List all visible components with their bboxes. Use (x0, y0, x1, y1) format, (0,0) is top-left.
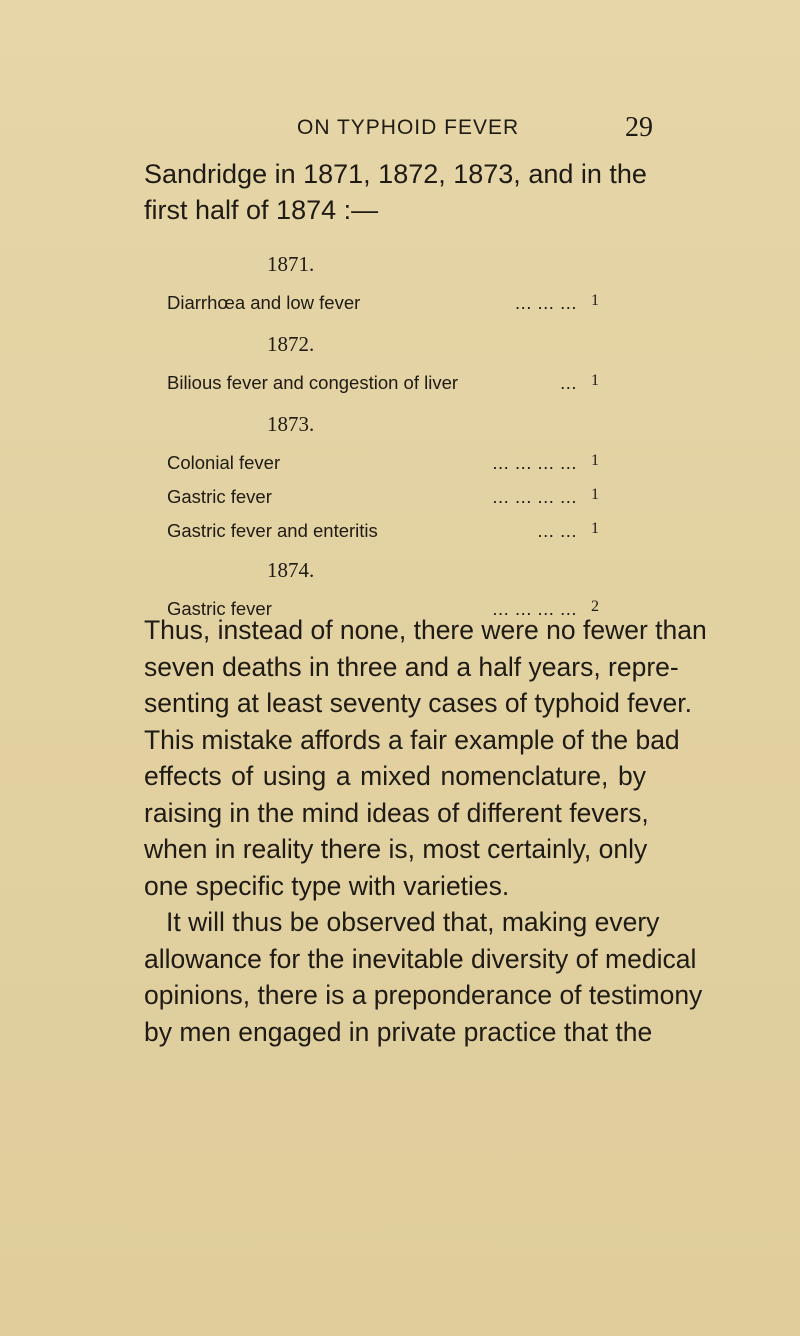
leader-dots: ... (560, 372, 577, 393)
text-line: one specific type with varieties. (144, 870, 510, 901)
text-line: allowance for the inevitable diversity of medical (144, 943, 697, 974)
cause-label: Gastric fever and enteritis (167, 520, 378, 541)
text-line: seven deaths in three and a half years, repre- (144, 651, 679, 682)
text-line: Thus, instead of none, there were no fewer than (144, 615, 707, 645)
table-row (167, 520, 599, 544)
text-line: It will thus be observed that, making every (166, 907, 660, 937)
table-row (167, 486, 599, 510)
text-line: This mistake affords a fair example of the bad (144, 724, 680, 755)
text-line: effects of using a mixed nomenclature, by (144, 761, 646, 791)
page-number: 29 (625, 112, 653, 143)
leader-dots: ... ... ... ... (492, 486, 577, 507)
table-row (167, 372, 599, 396)
death-count: 1 (591, 452, 599, 469)
text-line: when in reality there is, most certainly, only (144, 834, 648, 864)
cause-label: Diarrhœa and low fever (167, 292, 361, 313)
leader-dots: ... ... ... (514, 292, 577, 313)
year-heading: 1872. (267, 332, 315, 356)
cause-label: Bilious fever and congestion of liver (167, 372, 459, 393)
intro-paragraph (144, 156, 647, 228)
text-line: by men engaged in private practice that the (144, 1016, 653, 1047)
running-title: ON TYPHOID FEVER (297, 116, 520, 139)
leader-dots: ... ... ... ... (492, 598, 577, 619)
text-line: raising in the mind ideas of different fevers, (144, 797, 649, 828)
death-count: 2 (591, 598, 599, 615)
intro-line: first half of 1874 :— (144, 195, 379, 225)
cause-label: Gastric fever (167, 598, 272, 619)
death-count: 1 (591, 292, 599, 309)
text-line: senting at least seventy cases of typhoid fever. (144, 688, 692, 718)
year-heading: 1871. (267, 252, 315, 276)
leader-dots: ... ... ... ... (492, 452, 577, 473)
death-count: 1 (591, 486, 599, 503)
table-row (167, 292, 599, 316)
intro-line: Sandridge in 1871, 1872, 1873, and in the (144, 159, 647, 189)
text-line: opinions, there is a preponderance of testimony (144, 980, 703, 1010)
cause-label: Colonial fever (167, 452, 281, 473)
year-heading: 1874. (267, 558, 315, 582)
body-paragraphs (144, 612, 707, 1050)
leader-dots: ... ... (537, 520, 577, 541)
cause-label: Gastric fever (167, 486, 272, 507)
death-count: 1 (591, 372, 599, 389)
death-count: 1 (591, 520, 599, 537)
running-head (0, 112, 800, 152)
year-heading: 1873. (267, 412, 315, 436)
table-row (167, 452, 599, 476)
